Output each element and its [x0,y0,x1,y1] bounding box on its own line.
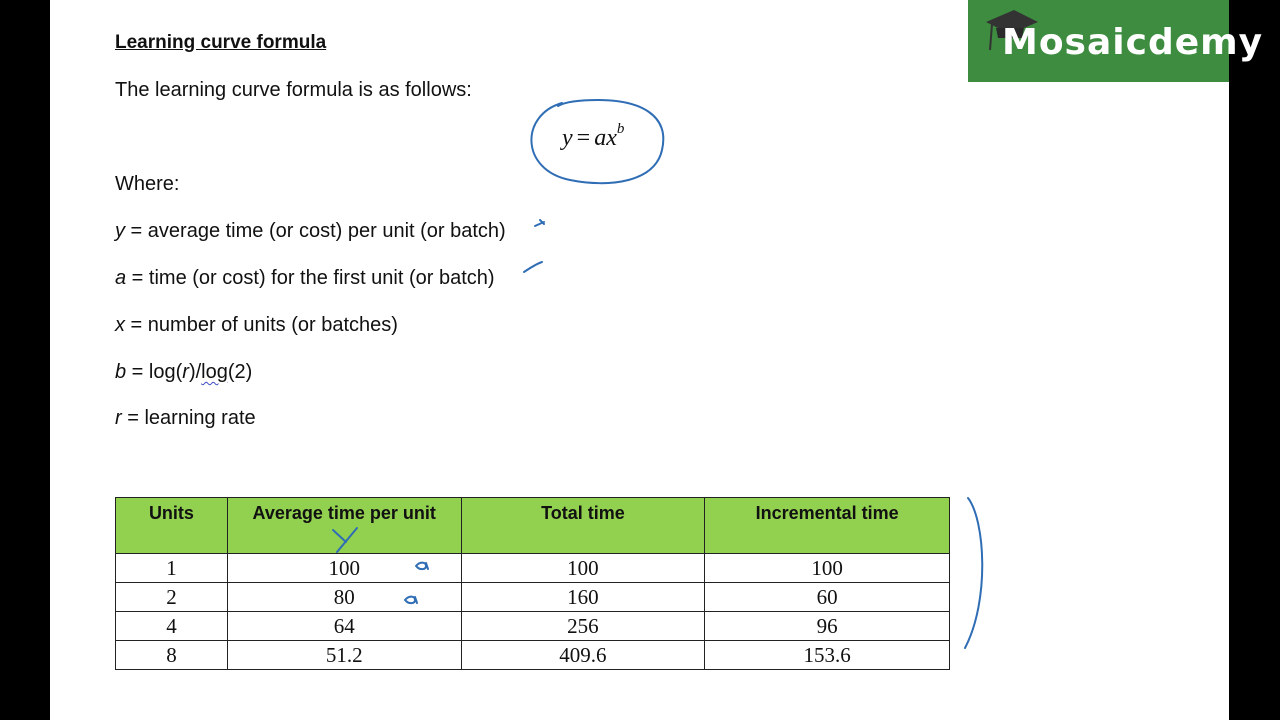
tick-mark-stroke [524,262,542,272]
definition-var: y [115,220,125,242]
definition-text: = number of units (or batches) [125,314,398,336]
table-bracket-stroke [965,498,982,648]
table-row [116,583,950,612]
table-cell: 100 [227,554,461,583]
definition-y [115,219,506,243]
document-page [50,0,1229,720]
definition-text: = learning rate [121,407,256,429]
column-header-units: Units [116,498,228,554]
brand-name: Mosaicdemy [1002,22,1264,63]
definition-text: = time (or cost) for the first unit (or batch) [126,267,495,289]
definition-r [115,406,256,430]
table-row [116,554,950,583]
table-header-row [116,498,950,554]
intro-text: The learning curve formula is as follows: [115,79,472,101]
definition-a [115,266,495,290]
formula-base: ax [594,125,617,151]
spellcheck-underlined-word: log [201,361,228,383]
formula-lhs: y [562,125,573,151]
definition-text: )/ [188,361,202,383]
brand-logo [968,0,1264,82]
table-cell: 409.6 [461,641,705,670]
table-cell: 256 [461,612,705,641]
table-cell: 4 [116,612,228,641]
column-header-incremental-time: Incremental time [705,498,950,554]
formula-equals: = [576,125,591,151]
definition-text: = log( [126,361,183,383]
page-title: Learning curve formula [115,32,327,53]
definition-text: (2) [227,361,253,383]
table-row [116,641,950,670]
table-cell: 80 [227,583,461,612]
table-cell: 100 [461,554,705,583]
definition-var: x [115,314,125,336]
table-cell: 64 [227,612,461,641]
learning-curve-formula [562,121,625,152]
learning-curve-table [115,497,950,670]
definition-var: r [115,407,122,429]
table-cell: 100 [705,554,950,583]
definition-var: b [115,361,127,383]
definition-text: = average time (or cost) per unit (or batch) [125,220,506,242]
table-row [116,612,950,641]
formula-exponent: b [616,121,625,137]
definition-var: a [115,267,127,289]
definition-var-r: r [182,361,189,383]
table-cell: 160 [461,583,705,612]
definition-b [115,360,252,384]
tick-mark-stroke [535,220,544,226]
column-header-total-time: Total time [461,498,705,554]
table-cell: 8 [116,641,228,670]
table-cell: 60 [705,583,950,612]
column-header-average-time: Average time per unit [227,498,461,554]
table-cell: 96 [705,612,950,641]
table-cell: 153.6 [705,641,950,670]
definition-x [115,313,398,337]
table-cell: 1 [116,554,228,583]
table-cell: 51.2 [227,641,461,670]
table-cell: 2 [116,583,228,612]
where-label: Where: [115,173,180,195]
